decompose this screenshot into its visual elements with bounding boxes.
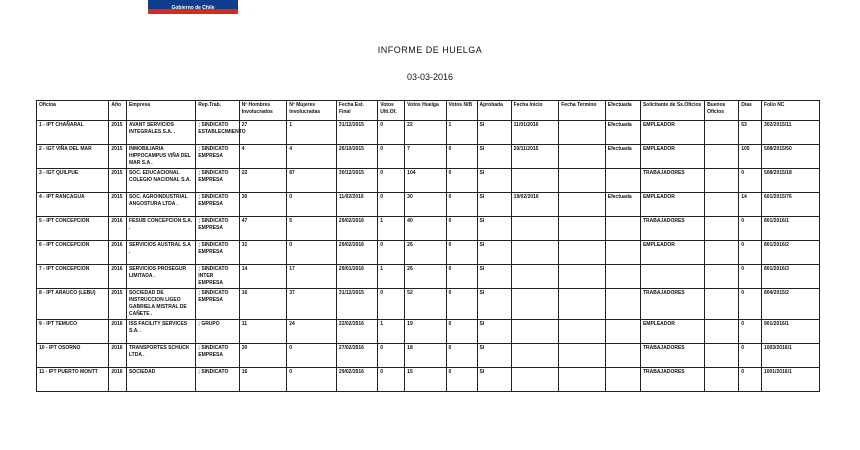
table-cell: 26: [405, 265, 446, 289]
table-cell: 19: [405, 320, 446, 344]
table-cell: 4: [287, 145, 337, 169]
table-cell: ; SINDICATO EMPRESA: [196, 169, 239, 193]
table-cell: 14: [739, 193, 762, 217]
table-cell: EMPLEADOR: [640, 121, 704, 145]
table-cell: [559, 145, 606, 169]
table-cell: [559, 289, 606, 320]
table-cell: AVANT SERVICIOS INTEGRALES S.A. .: [126, 121, 195, 145]
table-cell: 24: [287, 320, 337, 344]
table-cell: 2016: [109, 265, 127, 289]
table-cell: 11 - IPT PUERTO MONTT: [37, 368, 109, 392]
table-cell: [559, 169, 606, 193]
table-cell: 0: [446, 344, 477, 368]
column-header: Nº Hombres Involucrados: [239, 101, 287, 121]
column-header: Votos Huelga: [405, 101, 446, 121]
table-cell: 0: [739, 368, 762, 392]
table-cell: 2015: [109, 169, 127, 193]
table-cell: 31: [239, 241, 287, 265]
table-cell: 105: [739, 145, 762, 169]
table-cell: SOC. AGROINDUSTRIAL ANGOSTURA LTDA .: [126, 193, 195, 217]
table-cell: 2015: [109, 121, 127, 145]
table-cell: 0: [739, 289, 762, 320]
table-cell: 0: [378, 344, 405, 368]
table-row: [37, 193, 820, 217]
table-cell: [511, 241, 559, 265]
table-cell: [559, 193, 606, 217]
table-cell: 47: [239, 217, 287, 241]
table-cell: [605, 241, 640, 265]
table-cell: SI: [477, 320, 511, 344]
table-cell: 508/2015/50: [761, 145, 819, 169]
table-cell: 4: [239, 145, 287, 169]
table-cell: 1: [378, 320, 405, 344]
table-cell: 2016: [109, 344, 127, 368]
table-cell: 1: [287, 121, 337, 145]
table-cell: 9 - IPT TEMUCO: [37, 320, 109, 344]
table-cell: 29/01/2016: [336, 265, 377, 289]
table-cell: 1 - IPT CHAÑARAL: [37, 121, 109, 145]
table-cell: ; SINDICATO EMPRESA: [196, 145, 239, 169]
table-cell: 30: [405, 193, 446, 217]
table-cell: 2015: [109, 145, 127, 169]
table-cell: [511, 265, 559, 289]
table-cell: 0: [287, 368, 337, 392]
column-header: Votos Ulti.Of.: [378, 101, 405, 121]
table-cell: [705, 193, 739, 217]
table-cell: 15: [405, 368, 446, 392]
table-cell: 0: [378, 193, 405, 217]
table-cell: EMPLEADOR: [640, 145, 704, 169]
table-cell: 30: [239, 344, 287, 368]
table-row: [37, 320, 820, 344]
table-cell: [559, 217, 606, 241]
table-cell: Efectuada: [605, 145, 640, 169]
table-cell: [640, 265, 704, 289]
table-cell: 18: [405, 344, 446, 368]
table-cell: SI: [477, 344, 511, 368]
table-cell: TRABAJADORES: [640, 368, 704, 392]
table-cell: [559, 320, 606, 344]
column-header: Aprobada: [477, 101, 511, 121]
table-cell: [705, 344, 739, 368]
table-cell: 2 - IGT VIÑA DEL MAR: [37, 145, 109, 169]
table-cell: [605, 289, 640, 320]
table-cell: [705, 121, 739, 145]
table-cell: TRABAJADORES: [640, 344, 704, 368]
table-cell: 0: [446, 320, 477, 344]
table-cell: ; SINDICATO EMPRESA: [196, 289, 239, 320]
table-header: [37, 101, 820, 121]
table-cell: [705, 217, 739, 241]
table-cell: 20/11/2015: [511, 145, 559, 169]
table-cell: SI: [477, 169, 511, 193]
table-cell: SI: [477, 193, 511, 217]
table-cell: 2016: [109, 217, 127, 241]
table-cell: 0: [446, 368, 477, 392]
table-cell: [705, 169, 739, 193]
table-cell: 11/01/2016: [511, 121, 559, 145]
gobierno-logo: [148, 0, 238, 14]
table-cell: [559, 241, 606, 265]
table-cell: 30/12/2015: [336, 169, 377, 193]
table-cell: [705, 241, 739, 265]
table-cell: 14: [239, 265, 287, 289]
table-cell: 3 - IGT QUILPUE: [37, 169, 109, 193]
table-cell: [705, 320, 739, 344]
table-cell: 601/2015/76: [761, 193, 819, 217]
table-cell: 6 - IPT CONCEPCION: [37, 241, 109, 265]
table-cell: [605, 320, 640, 344]
column-header: Votos N/B: [446, 101, 477, 121]
table-cell: 7: [405, 145, 446, 169]
table-cell: [605, 217, 640, 241]
table-cell: 16: [239, 368, 287, 392]
table-cell: 2016: [109, 368, 127, 392]
table-cell: ; SINDICATO INTER EMPRESA: [196, 265, 239, 289]
column-header: Nº Mujeres Involucradas: [287, 101, 337, 121]
table-cell: ; GRUPO: [196, 320, 239, 344]
table-cell: INMOBILIARIA HIPPOCAMPUS VIÑA DEL MAR S.A .: [126, 145, 195, 169]
table-cell: 29/02/2016: [336, 368, 377, 392]
table-cell: ; SINDICATO EMPRESA: [196, 241, 239, 265]
table-cell: ; SINDICATO EMPRESA: [196, 217, 239, 241]
table-cell: 0: [739, 320, 762, 344]
table-cell: EMPLEADOR: [640, 320, 704, 344]
table-cell: [559, 344, 606, 368]
table-cell: 22: [405, 121, 446, 145]
table-cell: [511, 289, 559, 320]
table-cell: SI: [477, 265, 511, 289]
table-cell: [705, 289, 739, 320]
table-cell: 5 - IPT CONCEPCION: [37, 217, 109, 241]
table-cell: SI: [477, 217, 511, 241]
table-cell: ; SINDICATO EMPRESA: [196, 344, 239, 368]
table-cell: [605, 368, 640, 392]
table-cell: 0: [446, 289, 477, 320]
table-cell: 53: [739, 121, 762, 145]
table-cell: 1: [378, 217, 405, 241]
table-cell: 1: [378, 265, 405, 289]
table-cell: ; SINDICATO ESTABLECIMIENTO: [196, 121, 239, 145]
column-header: Efectuada: [605, 101, 640, 121]
column-header: Buenos Oficios: [705, 101, 739, 121]
table-cell: 1: [446, 121, 477, 145]
table-cell: [511, 344, 559, 368]
column-header: Año: [109, 101, 127, 121]
table-cell: SOCIEDAD DE INSTRUCCION LIGEO GABRIELA MISTRAL DE CAÑETE .: [126, 289, 195, 320]
table-cell: 8 - IPT ARAUCO (LEBU): [37, 289, 109, 320]
table-cell: 801/2016/1: [761, 217, 819, 241]
column-header: Empresa: [126, 101, 195, 121]
table-body: [37, 121, 820, 392]
column-header: Fecha Inicio: [511, 101, 559, 121]
table-cell: 2015: [109, 193, 127, 217]
column-header: Fecha Termino: [559, 101, 606, 121]
table-cell: 16: [239, 289, 287, 320]
table-cell: 804/2015/2: [761, 289, 819, 320]
table-cell: [705, 368, 739, 392]
table-cell: 0: [739, 169, 762, 193]
table-cell: SI: [477, 289, 511, 320]
table-cell: [705, 265, 739, 289]
table-cell: 5: [287, 217, 337, 241]
table-cell: 104: [405, 169, 446, 193]
table-cell: 0: [378, 145, 405, 169]
table-cell: 2015: [109, 289, 127, 320]
table-cell: 37: [287, 289, 337, 320]
table-cell: 27: [239, 121, 287, 145]
table-cell: 1001/2016/1: [761, 368, 819, 392]
table-cell: TRANSPORTES SCHUCK LTDA .: [126, 344, 195, 368]
table-cell: 508/2015/18: [761, 169, 819, 193]
table-cell: 0: [739, 265, 762, 289]
table-cell: [559, 121, 606, 145]
table-cell: ; SINDICATO EMPRESA: [196, 193, 239, 217]
table-cell: SERVICIOS AUSTRAL S.A .: [126, 241, 195, 265]
table-cell: 0: [446, 145, 477, 169]
table-cell: 0: [739, 217, 762, 241]
table-cell: [605, 265, 640, 289]
report-date: 03-03-2016: [406, 72, 454, 82]
table-cell: 901/2016/1: [761, 320, 819, 344]
table-cell: 31/12/2015: [336, 121, 377, 145]
table-cell: 52: [405, 289, 446, 320]
strike-report-table: [36, 100, 820, 392]
table-cell: SOCIEDAD: [126, 368, 195, 392]
report-title: INFORME DE HUELGA: [377, 45, 483, 55]
table-cell: [559, 265, 606, 289]
table-cell: 0: [446, 217, 477, 241]
table-row: [37, 368, 820, 392]
table-cell: SI: [477, 145, 511, 169]
table-cell: [511, 320, 559, 344]
table-cell: 0: [378, 241, 405, 265]
table-cell: 40: [405, 217, 446, 241]
table-cell: 0: [378, 368, 405, 392]
table-cell: SI: [477, 121, 511, 145]
table-row: [37, 241, 820, 265]
table-cell: 0: [287, 344, 337, 368]
table-cell: 0: [739, 344, 762, 368]
table-cell: 0: [378, 169, 405, 193]
table-cell: 7 - IPT CONCEPCION: [37, 265, 109, 289]
table-cell: 26/10/2015: [336, 145, 377, 169]
table-cell: 22/02/2016: [336, 320, 377, 344]
table-cell: ; SINDICATO: [196, 368, 239, 392]
table-cell: Efectuada: [605, 193, 640, 217]
table-cell: 87: [287, 169, 337, 193]
table-cell: 0: [378, 121, 405, 145]
table-row: [37, 265, 820, 289]
table-cell: 2016: [109, 320, 127, 344]
table-cell: 302/2015/11: [761, 121, 819, 145]
table-cell: 29/02/2016: [336, 241, 377, 265]
table-cell: [511, 169, 559, 193]
table-cell: 29/02/2016: [336, 217, 377, 241]
table-cell: 26: [405, 241, 446, 265]
table-cell: [559, 368, 606, 392]
table-cell: [705, 145, 739, 169]
table-cell: SERVICIOS PROSEGUR LIMITADA .: [126, 265, 195, 289]
table-cell: 0: [287, 193, 337, 217]
column-header: Días: [739, 101, 762, 121]
table-cell: 2016: [109, 241, 127, 265]
table-cell: Efectuada: [605, 121, 640, 145]
table-row: [37, 289, 820, 320]
table-cell: 1003/2016/1: [761, 344, 819, 368]
table-cell: [511, 368, 559, 392]
table-cell: SI: [477, 241, 511, 265]
table-cell: EMPLEADOR: [640, 193, 704, 217]
table-cell: SOC. EDUCACIONAL COLEGIO NACIONAL S.A.: [126, 169, 195, 193]
logo-text: Gobierno de Chile: [171, 5, 215, 11]
column-header: Solicitante de Ss.Oficios: [640, 101, 704, 121]
column-header: Fecha Est. Final: [336, 101, 377, 121]
table-cell: SI: [477, 368, 511, 392]
table-row: [37, 145, 820, 169]
column-header: Rep.Trab.: [196, 101, 239, 121]
table-cell: 11/02/2016: [336, 193, 377, 217]
table-cell: ISS FACILITY SERVICES S.A. .: [126, 320, 195, 344]
table-cell: TRABAJADORES: [640, 217, 704, 241]
table-cell: 10 - IPT OSORNO: [37, 344, 109, 368]
table-cell: 27/02/2016: [336, 344, 377, 368]
table-cell: 801/2016/2: [761, 241, 819, 265]
table-header-row: [37, 101, 820, 121]
table-row: [37, 217, 820, 241]
column-header: Folio NC: [761, 101, 819, 121]
table-row: [37, 169, 820, 193]
table-cell: EMPLEADOR: [640, 241, 704, 265]
table-cell: 0: [739, 241, 762, 265]
table-cell: 17: [287, 265, 337, 289]
table-cell: [605, 344, 640, 368]
table-cell: 19/02/2016: [511, 193, 559, 217]
table-cell: [511, 217, 559, 241]
table-cell: FESUB CONCEPCION S.A. .: [126, 217, 195, 241]
table-cell: TRABAJADORES: [640, 289, 704, 320]
column-header: Oficina: [37, 101, 109, 121]
table-cell: 11: [239, 320, 287, 344]
table-cell: 0: [446, 265, 477, 289]
table-cell: TRABAJADORES: [640, 169, 704, 193]
table-cell: 0: [446, 169, 477, 193]
table-row: [37, 344, 820, 368]
table-cell: 0: [287, 241, 337, 265]
table-cell: 4 - IPT RANCAGUA: [37, 193, 109, 217]
table-row: [37, 121, 820, 145]
table-cell: 30: [239, 193, 287, 217]
table-cell: 801/2016/3: [761, 265, 819, 289]
table-cell: 31/12/2015: [336, 289, 377, 320]
table-cell: 22: [239, 169, 287, 193]
table-cell: 0: [446, 193, 477, 217]
table-cell: [605, 169, 640, 193]
table-cell: 0: [378, 289, 405, 320]
table-cell: 0: [446, 241, 477, 265]
